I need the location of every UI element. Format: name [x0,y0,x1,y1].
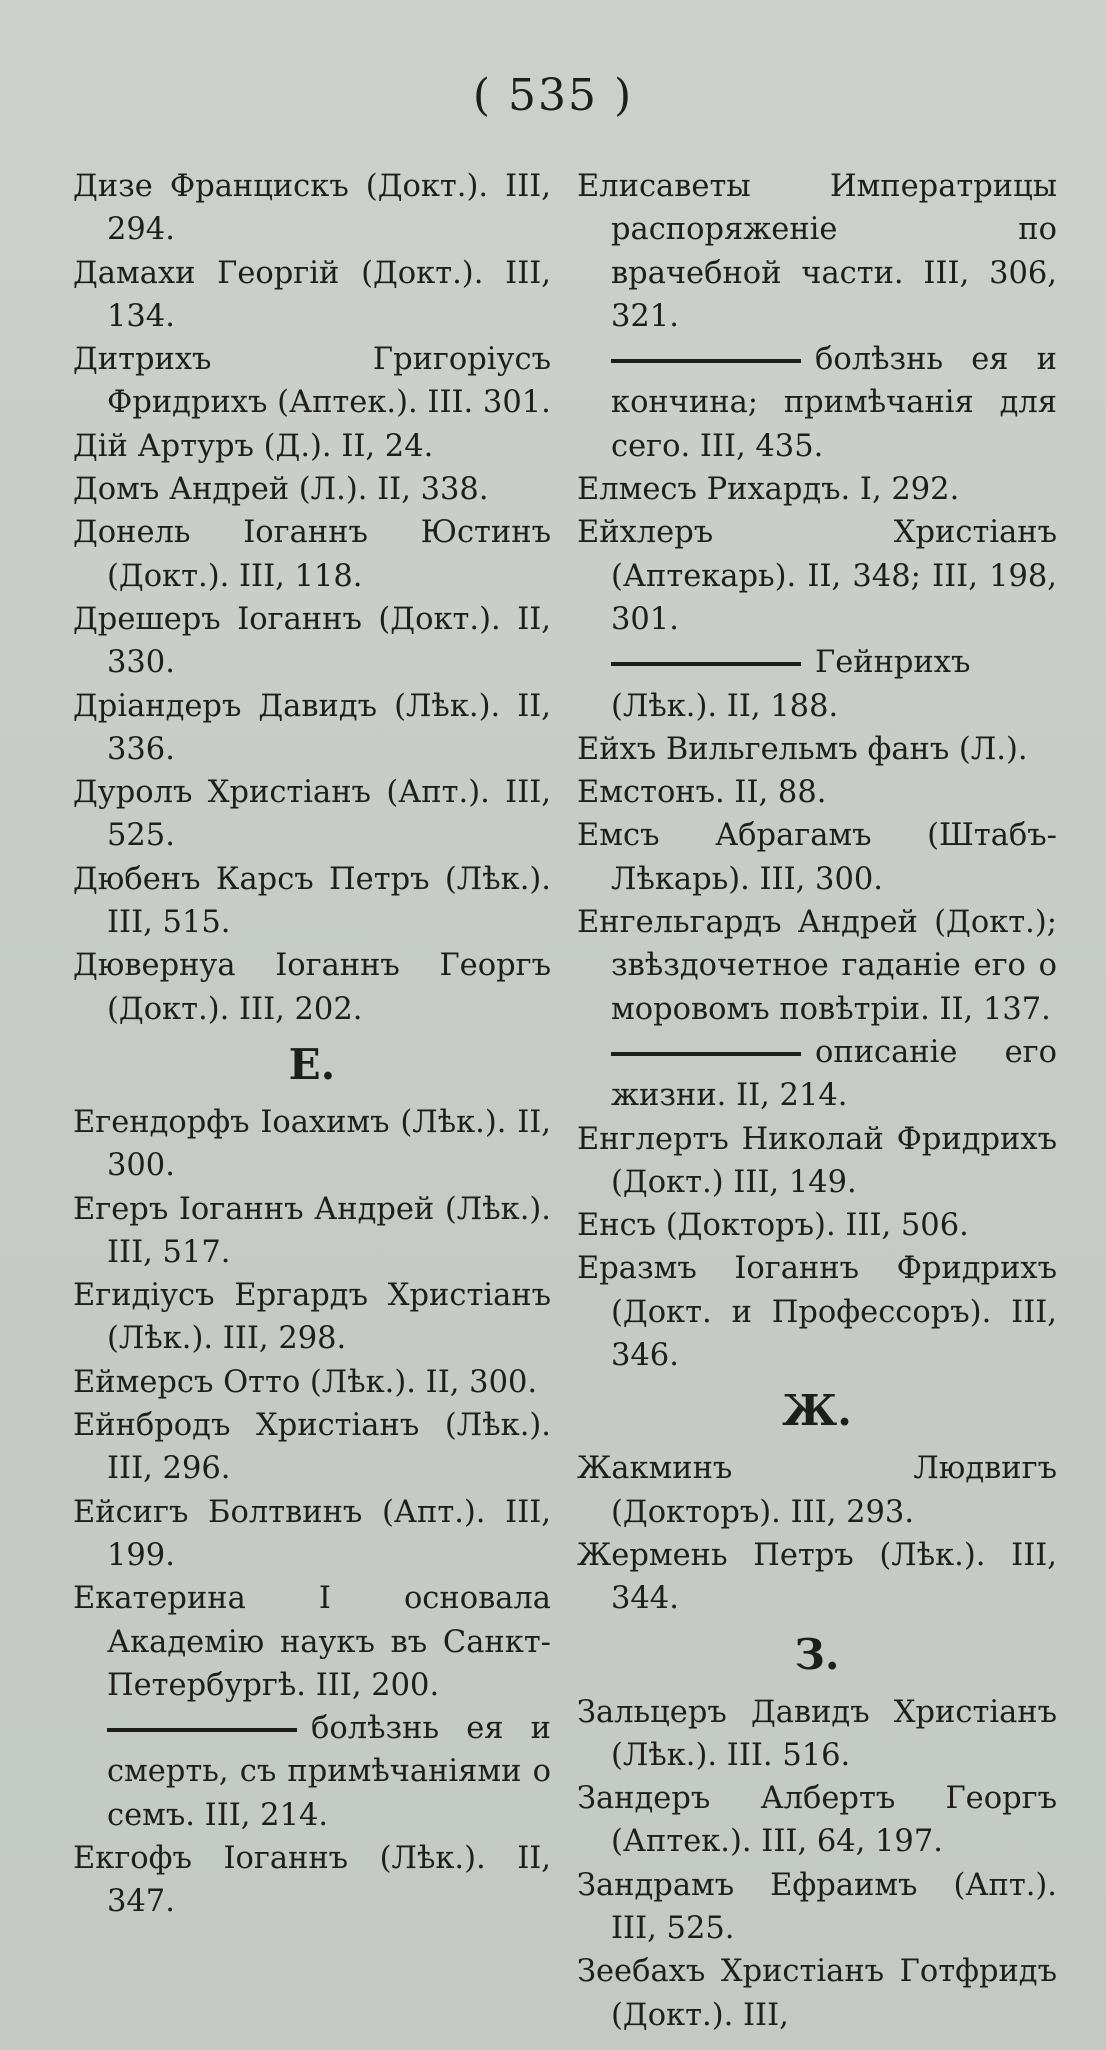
section-letter-z: З. [794,1629,840,1679]
index-entry: Егендорфъ Іоахимъ (Лѣк.). II, 300. [73,1104,551,1184]
index-entry: Елмесъ Рихардъ. I, 292. [577,472,960,508]
index-entry: Зеебахъ Христіанъ Готфридъ (Докт.). III, [577,1954,1057,2033]
index-subentry [577,338,1057,468]
index-entry: Зандрамъ Ефраимъ (Апт.). III, 525. [577,1867,1057,1946]
left-column [73,165,551,1924]
section-letter-e: Е. [288,1039,336,1089]
index-entry: Енсъ (Докторъ). III, 506. [577,1208,969,1244]
index-entry: Зандеръ Албертъ Георгъ (Аптек.). III, 64, 197. [577,1781,1057,1860]
index-entry: Екгофъ Іоганнъ (Лѣк.). II, 347. [73,1840,551,1920]
section-letter-zh: Ж. [782,1386,852,1436]
index-entry: Енглертъ Николай Фридрихъ (Докт.) III, 149. [577,1121,1057,1200]
index-entry: Егидіусъ Ергардъ Христіанъ (Лѣк.). III, 298. [73,1278,551,1357]
subentry-text: болѣзнь ея и кончина; примѣчанія для сего. III, 435. [611,342,1057,464]
index-entry: Дитрихъ Григоріусъ Фридрихъ (Аптек.). III. 301. [73,342,551,421]
subentry-text: описаніе его жизни. II, 214. [611,1034,1057,1114]
ditto-dash [611,359,801,363]
page-number: ( 535 ) [472,70,634,121]
index-entry: Дуролъ Христіанъ (Апт.). III, 525. [73,775,551,854]
index-entry: Еймерсъ Отто (Лѣк.). II, 300. [73,1364,538,1400]
index-entry: Дрешеръ Іоганнъ (Докт.). II, 330. [73,601,551,681]
index-subentry [577,641,1057,728]
index-entry: Дамахи Георгій (Докт.). III, 134. [73,255,551,334]
subentry-text: Гейнрихъ (Лѣк.). II, 188. [611,645,971,724]
index-entry: Емсъ Абрагамъ (Штабъ-Лѣкарь). III, 300. [577,818,1057,897]
index-entry: Дюбенъ Карсъ Петръ (Лѣк.). III, 515. [73,861,551,941]
index-entry: Жакминъ Людвигъ (Докторъ). III, 293. [577,1451,1057,1530]
index-subentry [577,1031,1057,1118]
index-entry: Домъ Андрей (Л.). II, 338. [73,472,489,508]
right-column [577,165,1057,2037]
ditto-dash [107,1728,297,1732]
index-entry: Донель Іоганнъ Юстинъ (Докт.). III, 118. [73,515,551,594]
index-entry: Енгельгардъ Андрей (Докт.); звѣздочетное гаданіе его о моровомъ повѣтріи. II, 137. [577,905,1057,1027]
index-subentry [73,1707,551,1837]
index-entry: Жермень Петръ (Лѣк.). III, 344. [577,1537,1057,1617]
ditto-dash [611,1052,801,1056]
index-entry: Дій Артуръ (Д.). II, 24. [73,428,434,464]
index-entry: Дріандеръ Давидъ (Лѣк.). II, 336. [73,688,551,767]
index-entry: Елисаветы Императрицы распоряженіе по врачебной части. III, 306, 321. [577,169,1057,334]
index-entry: Ейхъ Вильгельмъ фанъ (Л.). [577,731,1028,767]
subentry-text: болѣзнь ея и смерть, съ примѣчаніями о семъ. III, 214. [107,1711,551,1833]
index-entry: Екатерина I основала Академію наукъ въ Санкт-Петербургѣ. III, 200. [73,1581,551,1703]
index-entry: Дизе Францискъ (Докт.). III, 294. [73,169,551,248]
ditto-dash [611,662,801,666]
index-entry: Ейхлеръ Христіанъ (Аптекарь). II, 348; III, 198, 301. [577,515,1057,637]
index-entry: Зальцеръ Давидъ Христіанъ (Лѣк.). III. 516. [577,1694,1057,1773]
index-entry: Ейсигъ Болтвинъ (Апт.). III, 199. [73,1494,551,1573]
index-entry: Дювернуа Іоганнъ Георгъ (Докт.). III, 202. [73,948,551,1027]
index-entry: Ейнбродъ Христіанъ (Лѣк.). III, 296. [73,1408,551,1487]
index-entry: Егеръ Іоганнъ Андрей (Лѣк.). III, 517. [73,1191,551,1270]
index-entry: Еразмъ Іоганнъ Фридрихъ (Докт. и Профессоръ). III, 346. [577,1251,1057,1374]
index-entry: Емстонъ. II, 88. [577,775,827,811]
